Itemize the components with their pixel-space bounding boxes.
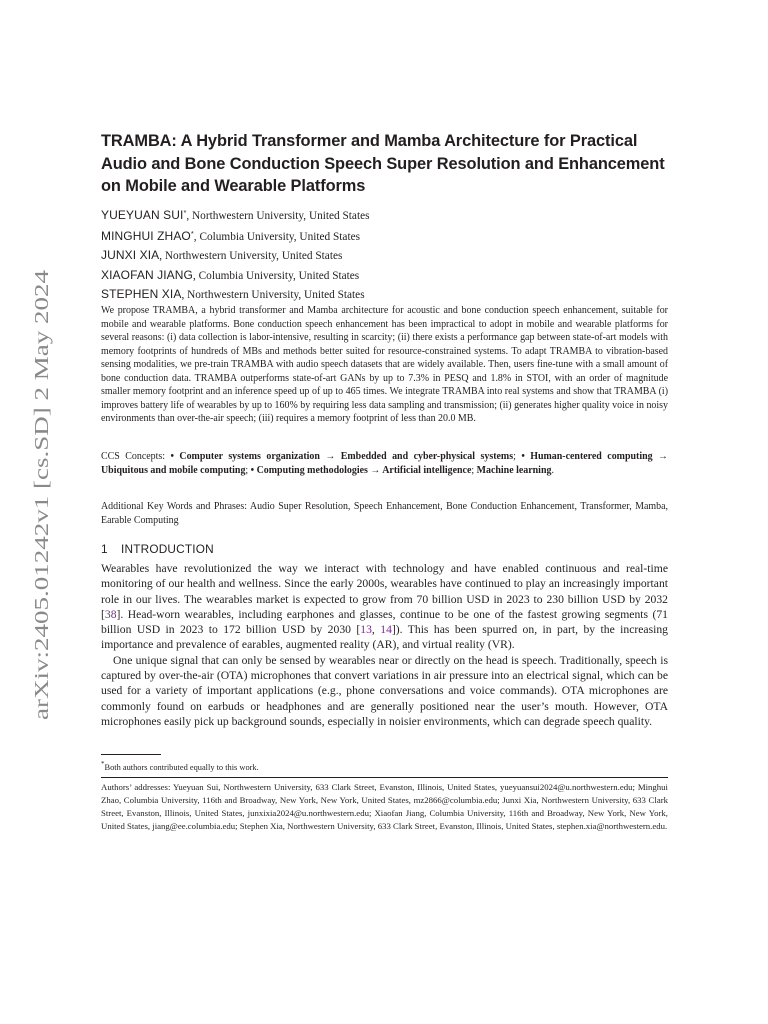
ccs-concept: • Computer systems organization → Embedded and cyber-physical systems [170,451,514,462]
author-name: YUEYUAN SUI [101,208,184,222]
section-heading [101,542,501,556]
author-entry [101,225,681,246]
section-number: 1 [101,542,108,556]
ccs-separator: ; [245,465,251,477]
footnote-mark: * [101,760,105,768]
section-title: INTRODUCTION [121,542,214,556]
body-paragraph [101,561,668,653]
footnote [101,758,668,774]
ccs-separator: ; [513,451,522,462]
author-entry [101,266,681,285]
author-name: XIAOFAN JIANG [101,267,193,282]
equal-contribution-mark: * [183,208,187,217]
arxiv-identifier-text: arXiv:2405.01242v1 [cs.SD] 2 May 2024 [31,378,53,720]
author-affiliation: , Northwestern University, United States [181,288,365,301]
author-addresses: Authors’ addresses: Yueyuan Sui, Northwestern University, 633 Clark Street, Evanston, Illinois, United States, yueyuansui2024@u.northwestern.edu; Minghui Zhao, Columbia University, 116th and Broadway, New York, New York, United States, mz2866@columbia.edu; Junxi Xia, Northwestern University, 633 Clark Street, Evanston, Illinois, United States, junxixia2024@u.northwestern.edu; Xiaofan Jiang, Columbia University, 116th and Broadway, New York, New York, United States, jiang@ee.columbia.edu; Stephen Xia, Northwestern University, 633 Clark Street, Evanston, Illinois, United States, stephen.xia@northwestern.edu. [101,782,668,831]
paragraph-text: ]. Head-worn wearables, including earphones and glasses, continue to be one of the fastest growing segments (71 billion USD in 2023 to 172 billion USD by 2030 [ [101,607,668,637]
abstract: We propose TRAMBA, a hybrid transformer and Mamba architecture for acoustic and bone conduction speech enhancement, suitable for mobile and wearable platforms. Bone conduction speech enhancement has been impractical to adopt in mobile and wearable platforms for several reasons: (i) data collection is labor-intensive, resulting in scarcity; (ii) there exists a performance gap between state-of-art models with memory footprints of hundreds of MBs and methods better suited for resource-constrained systems. To adapt TRAMBA to vibration-based sensing modalities, we pre-train TRAMBA with audio speech datasets that are widely available. Then, users fine-tune with a small amount of bone conduction data. TRAMBA outperforms state-of-art GANs by up to 7.3% in PESQ and 1.8% in STOI, with an order of magnitude smaller memory footprint and an inference speed up of up to 465 times. We integrate TRAMBA into real systems and show that TRAMBA (i) improves battery life of wearables by up to 160% by requiring less data sampling and transmission; (ii) generates higher quality voice in noisy environments than over-the-air speech; (iii) requires a memory footprint of less than 20.0 MB. [101,305,668,425]
author-name: STEPHEN XIA [101,286,182,301]
author-affiliation: , Northwestern University, United States [186,210,370,222]
ccs-label: CCS Concepts: [101,451,171,462]
author-name: JUNXI XIA [101,248,160,263]
author-affiliation: , Columbia University, United States [193,231,360,244]
equal-contribution-mark: * [190,229,194,239]
keywords: Additional Key Words and Phrases: Audio Super Resolution, Speech Enhancement, Bone Conduction Enhancement, Transformer, Mamba, Earable Computing [101,501,668,527]
author-affiliation: , Columbia University, United States [193,269,360,282]
paragraph-text: , [371,623,381,637]
paper-title: TRAMBA: A Hybrid Transformer and Mamba Architecture for Practical Audio and Bone Conduction Speech Super Resolution and Enhancement on Mobile and Wearable Platforms [101,132,665,196]
author-list [101,204,681,304]
paragraph-text: ]). This has been spurred on, in part, by the increasing importance and prevalence of earables, augmented reality (AR), and virtual reality (VR). [101,623,668,652]
citation-link[interactable]: 38 [104,607,117,621]
ccs-concepts [101,450,668,479]
author-entry [101,285,681,304]
paragraph-text: Wearables have revolutionized the way we interact with technology and have enabled continuous and real-time monitoring of our health and wellness. Since the early 2000s, wearables have continued to play an increasingly important role in our lives. The wearables market is expected to grow from 70 billion USD in 2023 to 230 billion USD by 2032 [ [101,562,668,621]
body-paragraph: One unique signal that can only be sensed by wearables near or directly on the head is speech. Traditionally, speech is captured by over-the-air (OTA) microphones that convert variations in air pressure into an electrical signal, which can be used for a variety of important applications (e.g., phone conversations and voice commands). OTA microphones are commonly found on earbuds or headphones and are generally positioned near the user’s mouth. However, OTA microphones easily pick up background sounds, especially in noisier environments, which can degrade speech quality. [101,653,668,728]
author-affiliation: , Northwestern University, United States [159,250,343,263]
footnote-divider [101,754,161,755]
ccs-concept: Machine learning [476,465,552,477]
arxiv-identifier [12,270,60,720]
ccs-separator: ; [471,465,477,477]
citation-link[interactable]: 13 [360,623,372,637]
address-divider [101,777,668,778]
author-entry [101,204,681,225]
ccs-end: . [551,465,554,477]
ccs-concept: • Human-centered computing → Ubiquitous and mobile computing [101,451,668,477]
citation-link[interactable]: 14 [380,623,392,637]
ccs-concept: • Computing methodologies → Artificial intelligence [250,465,472,477]
introduction-body [101,561,668,729]
author-name: MINGHUI ZHAO [101,229,191,244]
footnote-text: Both authors contributed equally to this work. [104,762,259,772]
author-entry [101,246,681,265]
